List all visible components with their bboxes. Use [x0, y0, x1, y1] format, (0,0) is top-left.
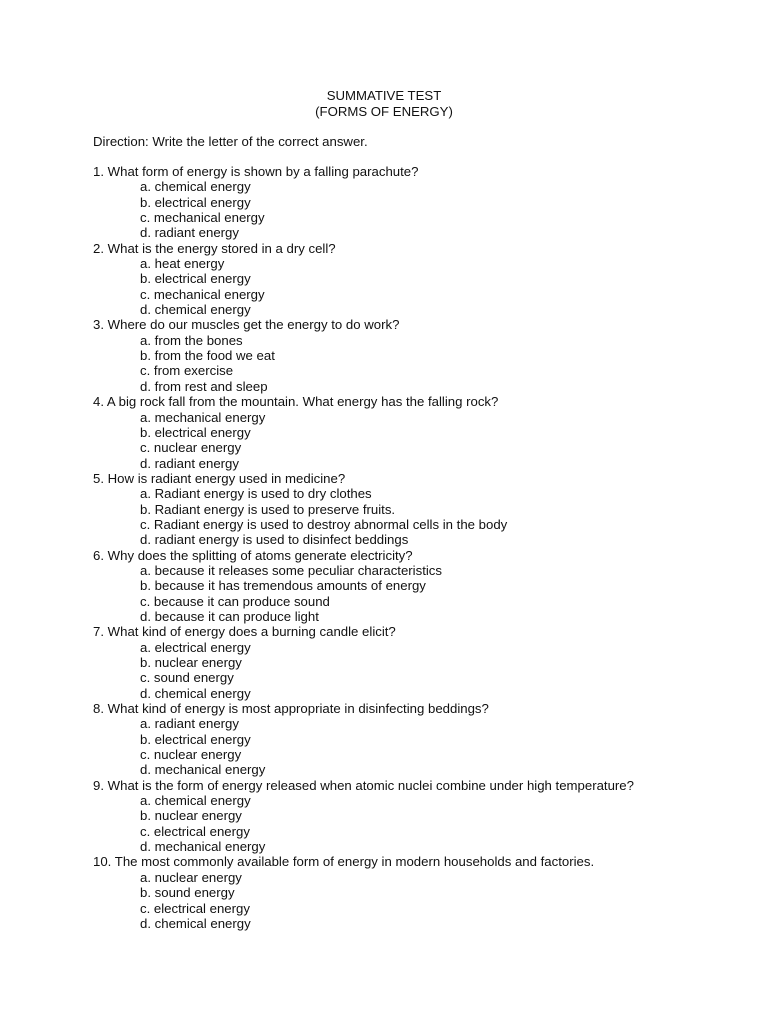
answer-choice: c. electrical energy: [140, 900, 250, 916]
answer-choice: d. radiant energy: [140, 225, 239, 241]
answer-choice: b. electrical energy: [140, 424, 251, 440]
answer-choice: d. radiant energy: [140, 455, 239, 471]
question-text: 4. A big rock fall from the mountain. What energy has the falling rock?: [93, 394, 499, 410]
answer-choice: d. chemical energy: [140, 302, 251, 318]
answer-choice: b. from the food we eat: [140, 348, 275, 364]
answer-choice: c. Radiant energy is used to destroy abnormal cells in the body: [140, 516, 508, 532]
answer-choice: a. heat energy: [140, 256, 225, 272]
question-item: [93, 778, 748, 855]
question-item: [93, 624, 748, 701]
answer-choice: c. nuclear energy: [140, 440, 242, 456]
answer-choice: d. from rest and sleep: [140, 378, 268, 394]
question-item: [93, 471, 748, 548]
answer-choice: b. Radiant energy is used to preserve fruits.: [140, 501, 396, 517]
answer-choice: c. mechanical energy: [140, 210, 265, 226]
answer-choice: a. radiant energy: [140, 716, 239, 732]
question-item: [93, 854, 748, 931]
answer-choice: d. radiant energy is used to disinfect beddings: [140, 532, 409, 548]
question-item: [93, 548, 748, 625]
answer-choice: a. because it releases some peculiar characteristics: [140, 562, 442, 578]
answer-choice: a. Radiant energy is used to dry clothes: [140, 486, 372, 502]
question-text: 7. What kind of energy does a burning candle elicit?: [93, 624, 396, 640]
question-item: [93, 317, 748, 394]
question-text: 2. What is the energy stored in a dry cell?: [93, 240, 336, 256]
question-text: 9. What is the form of energy released when atomic nuclei combine under high temperature?: [93, 777, 634, 793]
answer-choice: c. mechanical energy: [140, 286, 265, 302]
answer-choice: b. electrical energy: [140, 731, 251, 747]
question-item: [93, 394, 748, 471]
answer-choice: d. chemical energy: [140, 685, 251, 701]
answer-choice: c. because it can produce sound: [140, 593, 330, 609]
question-text: 5. How is radiant energy used in medicine?: [93, 470, 346, 486]
answer-choice: a. chemical energy: [140, 793, 251, 809]
answer-choice: b. electrical energy: [140, 271, 251, 287]
answer-choice: a. mechanical energy: [140, 409, 266, 425]
answer-choice: b. nuclear energy: [140, 808, 242, 824]
question-item: [93, 241, 748, 318]
answer-choice: b. electrical energy: [140, 194, 251, 210]
answer-choice: a. from the bones: [140, 332, 243, 348]
answer-choice: b. because it has tremendous amounts of energy: [140, 578, 426, 594]
title-line-2: (FORMS OF ENERGY): [315, 103, 453, 119]
question-text: 3. Where do our muscles get the energy to do work?: [93, 317, 400, 333]
question-text: 8. What kind of energy is most appropriate in disinfecting beddings?: [93, 701, 489, 717]
answer-choice: d. chemical energy: [140, 915, 251, 931]
answer-choice: c. from exercise: [140, 363, 234, 379]
answer-choice: c. sound energy: [140, 670, 234, 686]
question-item: [93, 701, 748, 778]
question-text: 10. The most commonly available form of energy in modern households and factories.: [93, 854, 595, 870]
answer-choice: b. nuclear energy: [140, 655, 242, 670]
question-list: [93, 164, 748, 931]
question-text: 6. Why does the splitting of atoms generate electricity?: [93, 547, 413, 563]
document-title: [0, 88, 768, 119]
direction-text: Direction: Write the letter of the correct answer.: [93, 134, 368, 149]
answer-choice: d. because it can produce light: [140, 608, 319, 624]
answer-choice: c. electrical energy: [140, 823, 250, 839]
answer-choice: b. sound energy: [140, 885, 235, 901]
answer-choice: c. nuclear energy: [140, 747, 242, 763]
title-line-1: SUMMATIVE TEST: [326, 88, 442, 103]
answer-choice: a. chemical energy: [140, 179, 251, 195]
answer-choice: d. mechanical energy: [140, 762, 266, 778]
answer-choice: a. nuclear energy: [140, 869, 242, 885]
answer-choice: a. electrical energy: [140, 639, 251, 655]
answer-choice: d. mechanical energy: [140, 839, 266, 855]
question-text: 1. What form of energy is shown by a falling parachute?: [93, 164, 419, 179]
question-item: [93, 164, 748, 241]
